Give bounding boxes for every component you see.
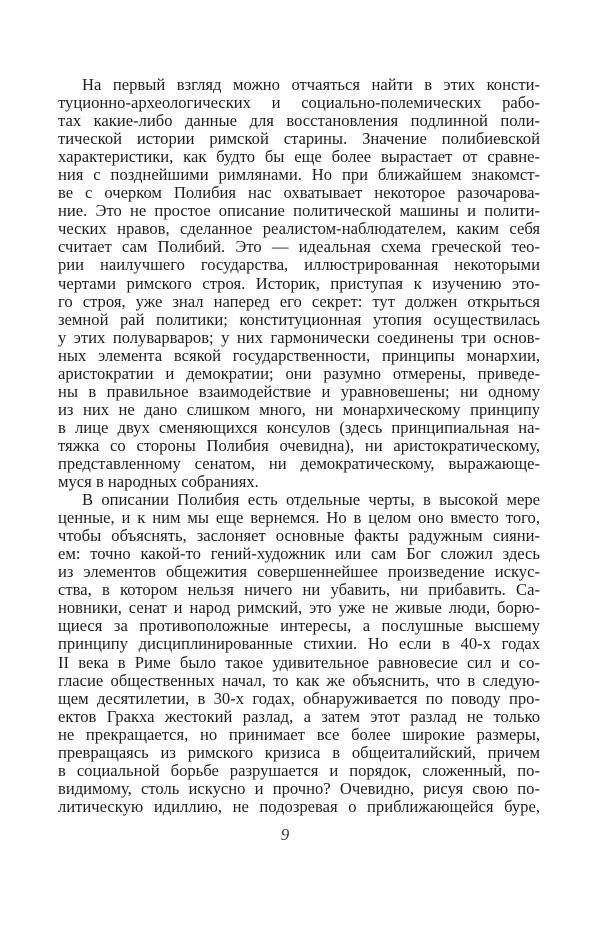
text-line: литическую идиллию, не подозревая о приближающейся буре, xyxy=(58,796,540,816)
text-line: гласие общественных начал, то как же объяснить, что в следую- xyxy=(58,670,540,690)
text-line: представленному сенатом, ни демократическому, выражающе- xyxy=(58,453,540,473)
text-line: ных элемента всякой государственности, принципы монархии, xyxy=(58,345,540,365)
paragraph xyxy=(58,76,540,491)
text-line: ства, в котором нельзя ничего ни убавить, ни прибавить. Са- xyxy=(58,580,540,600)
text-line: аристократии и демократии; они разумно отмерены, приведе- xyxy=(58,363,540,383)
text-line: щиеся за противоположные интересы, а послушные высшему xyxy=(58,616,540,636)
text-line: чертами римского строя. Историк, приступая к изучению это- xyxy=(58,273,540,293)
text-line: чтобы объяснять, заслоняет основные факты радужным сияни- xyxy=(58,526,540,546)
text-line: го строя, уже знал наперед его секрет: тут должен открыться xyxy=(58,291,540,311)
text-line: из них не дано слишком много, ни монархическому принципу xyxy=(58,399,540,419)
text-line: ческих нравов, сделанное реалистом-наблюдателем, каким себя xyxy=(58,219,540,239)
text-line: щем десятилетии, в 30-х годах, обнаруживается по поводу про- xyxy=(58,688,540,708)
text-line: На первый взгляд можно отчаяться найти в этих консти- xyxy=(82,75,540,94)
page-number: 9 xyxy=(280,825,290,844)
text-line: у этих полуварваров; у них гармонически соединены три основ- xyxy=(58,327,540,347)
text-line: тической истории римской старины. Значение полибиевской xyxy=(58,129,540,149)
text-line: ектов Гракха жестокий разлад, а затем этот разлад не только xyxy=(58,706,540,726)
text-line: земной рай политики; конституционная утопия осуществилась xyxy=(58,309,540,329)
text-line: новники, сенат и народ римский, это уже не живые люди, борю- xyxy=(58,598,540,618)
text-line: рии наилучшего государства, иллюстрированная некоторыми xyxy=(58,255,540,275)
text-line: из элементов общежития совершеннейшее произведение искус- xyxy=(58,562,540,582)
text-line: тяжка со стороны Полибия очевидна), ни аристократическому, xyxy=(58,435,540,455)
text-line: муся в народных собраниях. xyxy=(58,472,259,492)
text-line: в социальной борьбе разрушается и порядок, сложенный, по- xyxy=(58,760,540,780)
body-text xyxy=(58,76,540,816)
text-line: характеристики, как будто бы еще более вырастает от сравне- xyxy=(58,147,540,167)
text-line: в лице двух сменяющихся консулов (здесь принципиальная на- xyxy=(58,417,540,437)
text-line: видимому, столь искусно и прочно? Очевидно, рисуя свою по- xyxy=(58,778,540,798)
text-line: ния с позднейшими римлянами. Но при ближайшем знакомст- xyxy=(58,165,540,185)
text-line: не прекращается, но принимает все более широкие размеры, xyxy=(58,724,540,744)
text-line: II века в Риме было такое удивительное равновесие сил и со- xyxy=(58,652,540,672)
text-line: превращаясь из римского кризиса в общеиталийский, причем xyxy=(58,742,540,762)
text-line: В описании Полибия есть отдельные черты, в высокой мере xyxy=(82,490,540,510)
text-line: считает сам Полибий. Это — идеальная схема греческой тео- xyxy=(58,237,540,257)
text-line: туционно-археологических и социально-полемических рабо- xyxy=(58,93,540,113)
text-line: ние. Это не простое описание политической машины и полити- xyxy=(58,201,540,221)
text-line: ем: точно какой-то гений-художник или сам Бог сложил здесь xyxy=(58,544,540,564)
text-line: принципу дисциплинированные стихии. Но если в 40-х годах xyxy=(58,634,540,654)
text-line: ве с очерком Полибия нас охватывает некоторое разочарова- xyxy=(58,183,540,203)
text-line: ценные, и к ним мы еще вернемся. Но в целом оно вместо того, xyxy=(58,508,540,528)
paragraph xyxy=(58,491,540,816)
text-line: тах какие-либо данные для восстановления подлинной поли- xyxy=(58,111,540,131)
text-line: ны в правильное взаимодействие и уравновешены; ни одному xyxy=(58,381,540,401)
